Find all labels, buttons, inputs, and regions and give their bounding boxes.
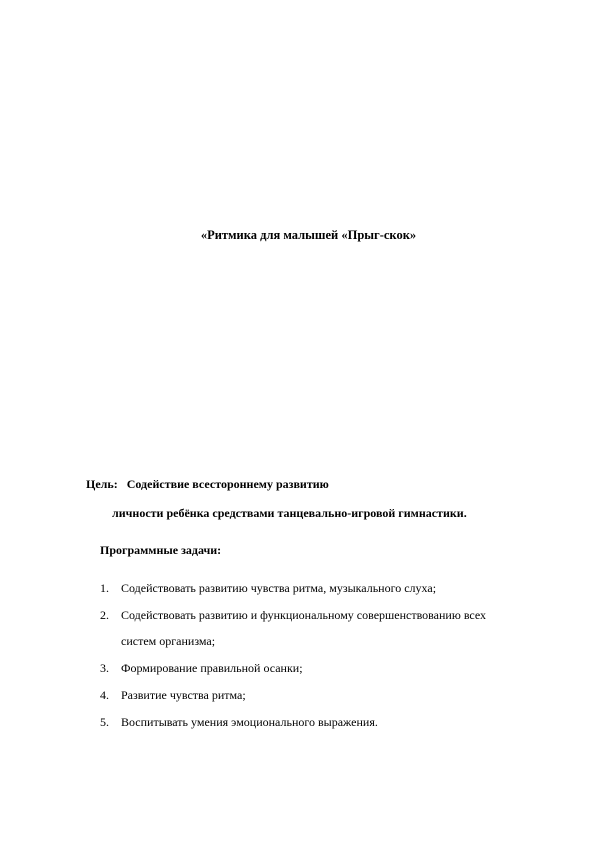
task-text: Содействовать развитию и функциональному совершенствованию всех (121, 608, 487, 622)
tasks-heading: Программные задачи: (100, 543, 222, 557)
goal-text-1: Содействие всестороннему развитию (126, 477, 329, 491)
goal-line-1 (86, 476, 329, 492)
task-item (100, 607, 560, 649)
task-item (100, 687, 560, 703)
task-item (100, 580, 560, 596)
goal-label: Цель: (86, 477, 118, 491)
document-title: «Ритмика для малышей «Прыг-скок» (200, 228, 417, 242)
task-text: Содействовать развитию чувства ритма, музыкального слуха; (121, 581, 437, 595)
task-item (100, 714, 560, 730)
task-number: 3. (100, 661, 109, 675)
task-text: Воспитывать умения эмоционального выражения. (121, 715, 378, 729)
task-number: 5. (100, 715, 109, 729)
task-number: 4. (100, 688, 109, 702)
task-number: 1. (100, 581, 109, 595)
task-number: 2. (100, 608, 109, 622)
task-text-continuation: систем организма; (121, 634, 216, 648)
task-text: Развитие чувства ритма; (121, 688, 246, 702)
goal-line-2: личности ребёнка средствами танцевально-игровой гимнастики. (112, 506, 467, 520)
task-text: Формирование правильной осанки; (121, 661, 303, 675)
task-list (100, 580, 560, 741)
task-item (100, 660, 560, 676)
